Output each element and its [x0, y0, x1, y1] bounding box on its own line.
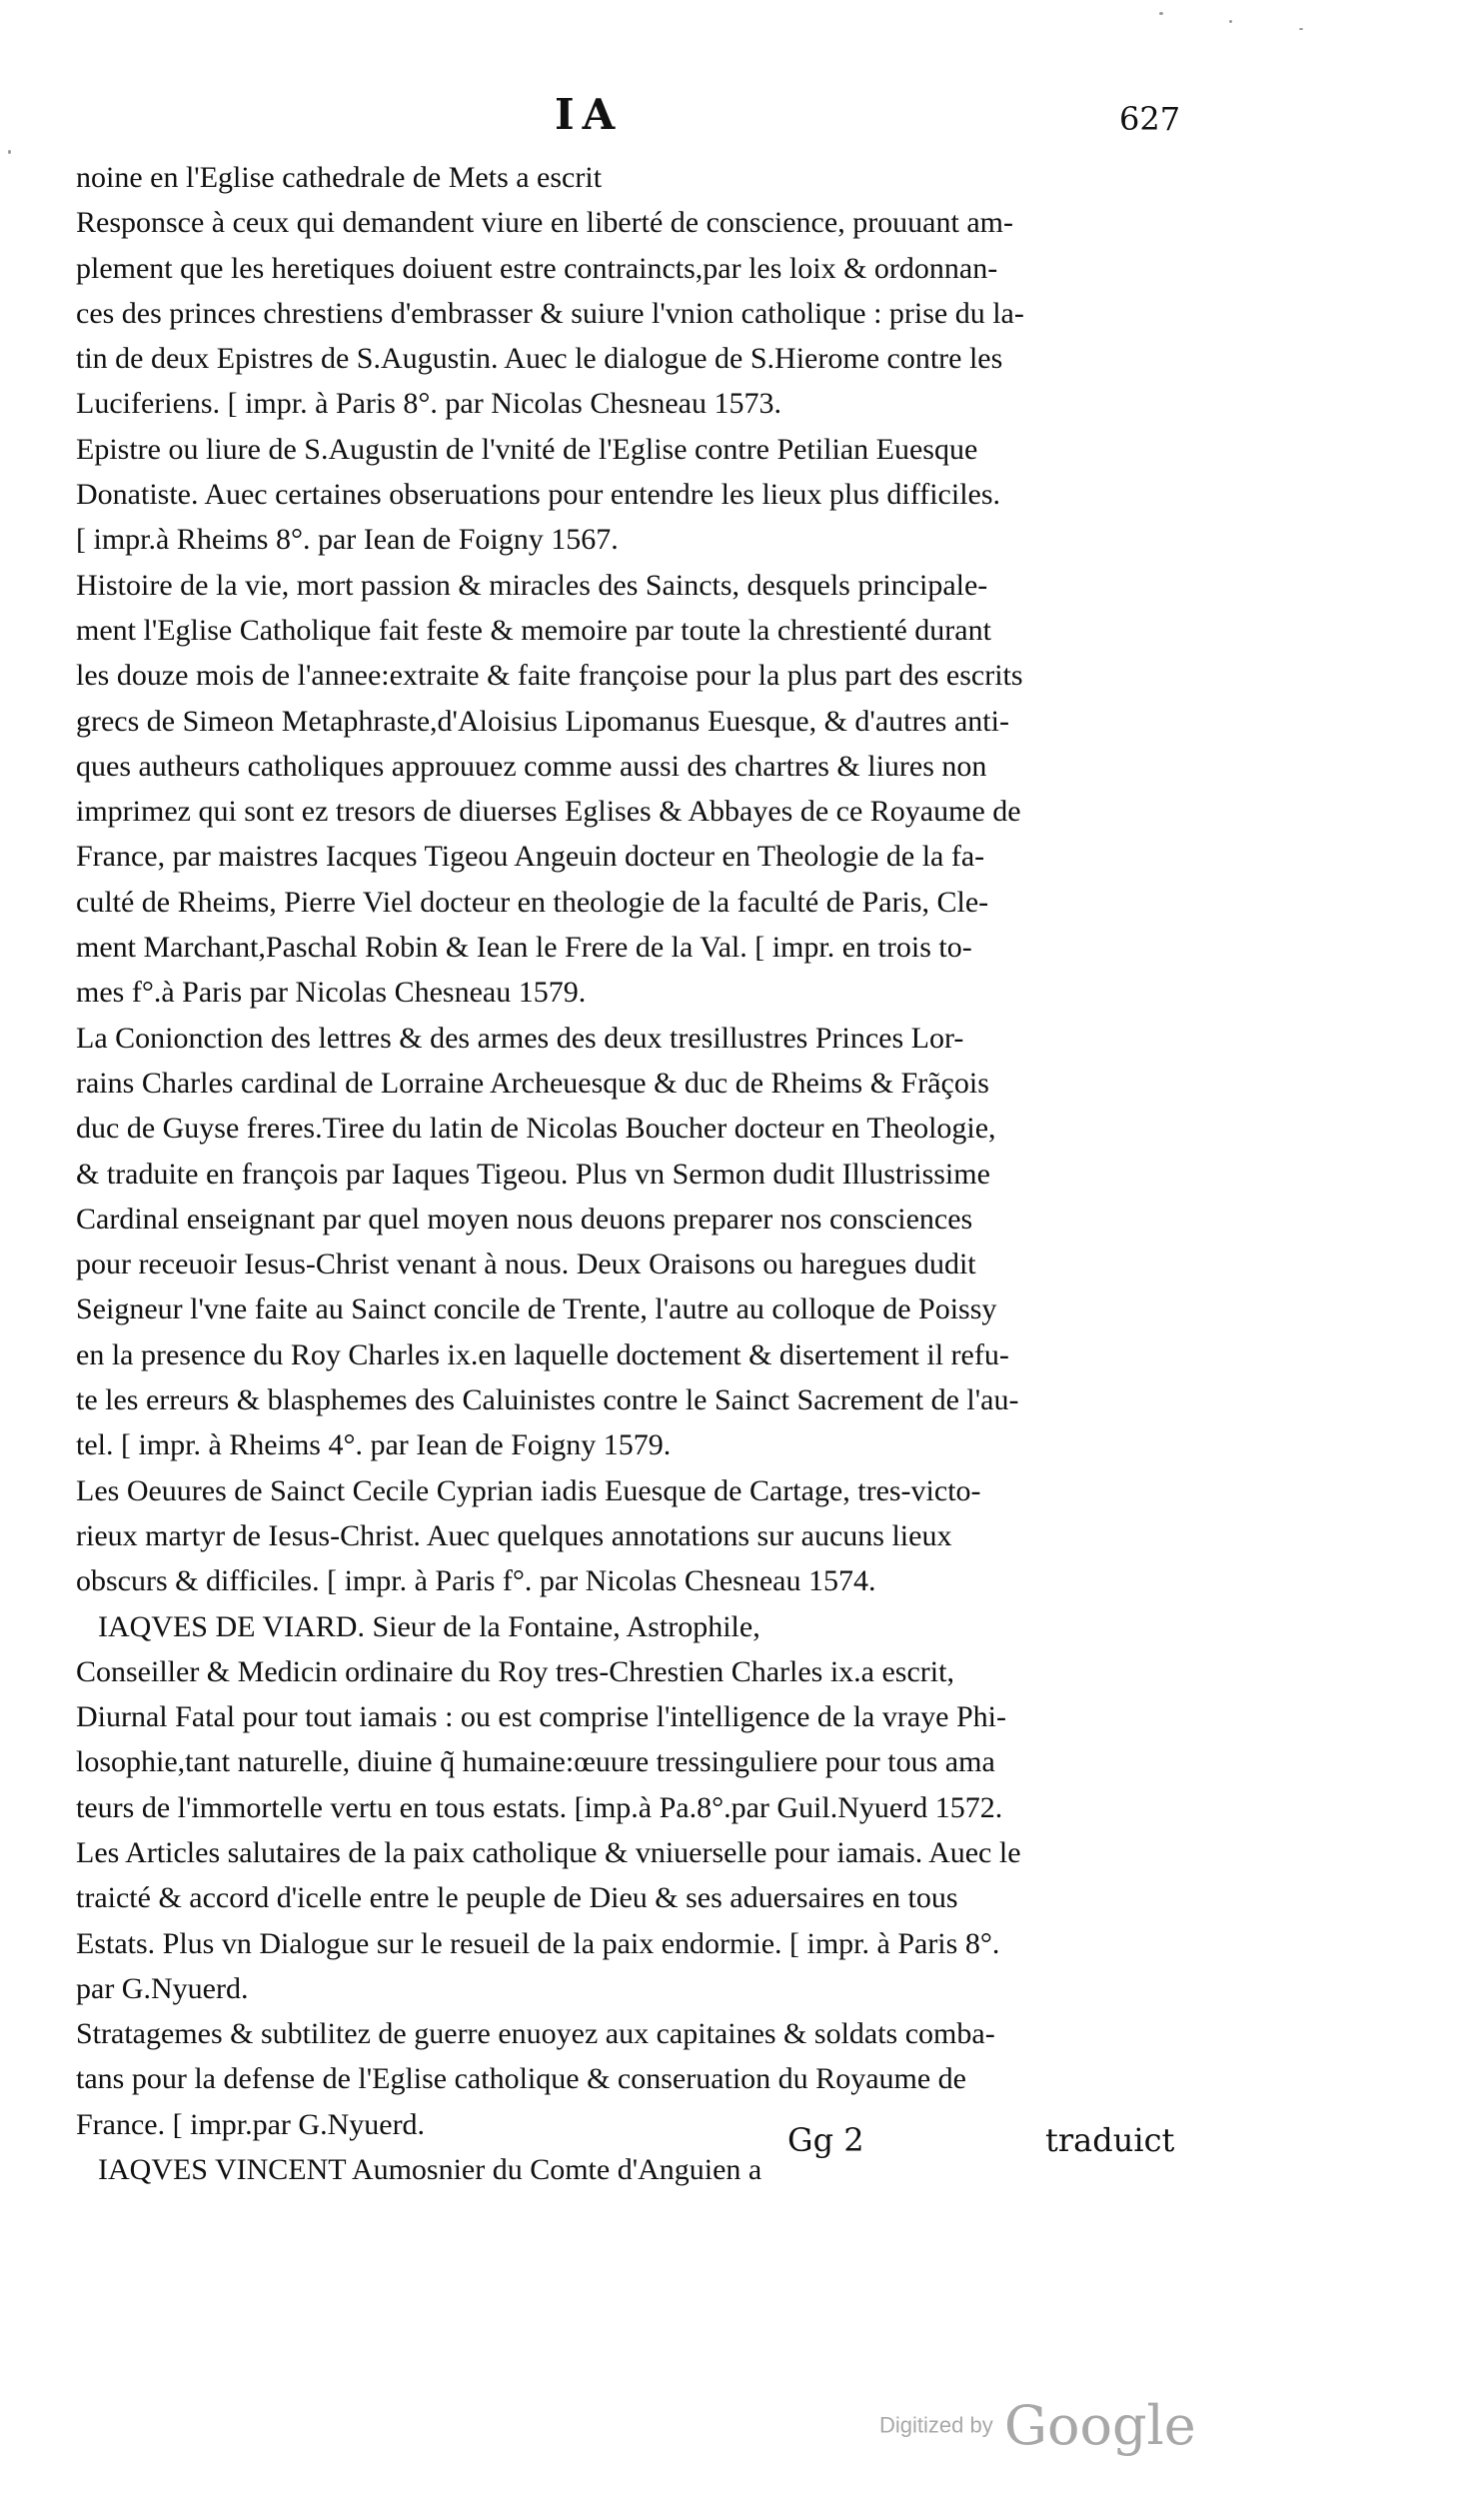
text-line: Conseiller & Medicin ordinaire du Roy tres-Chrestien Charles ix.a escrit, [76, 1654, 954, 1688]
text-line: Les Oeuures de Sainct Cecile Cyprian iadis Euesque de Cartage, tres-victo- [76, 1473, 981, 1507]
text-line: rains Charles cardinal de Lorraine Archeuesque & duc de Rheims & Frãçois [76, 1066, 989, 1100]
text-line: ques autheurs catholiques approuuez comme aussi des chartres & liures non [76, 749, 987, 783]
text-line: grecs de Simeon Metaphraste,d'Aloisius Lipomanus Euesque, & d'autres anti- [76, 704, 1009, 738]
text-line: traicté & accord d'icelle entre le peuple de Dieu & ses aduersaires en tous [76, 1881, 958, 1915]
text-line: pour receuoir Iesus-Christ venant à nous. Deux Oraisons ou haregues dudit [76, 1248, 976, 1281]
page-header [0, 90, 1484, 150]
text-line: tans pour la defense de l'Eglise catholique & conseruation du Royaume de [76, 2062, 966, 2096]
text-line: Responsce à ceux qui demandent viure en liberté de conscience, prouuant am- [76, 206, 1013, 240]
text-line: [ impr.à Rheims 8°. par Iean de Foigny 1567. [76, 523, 619, 557]
ink-speck [1229, 20, 1232, 23]
text-line: tel. [ impr. à Rheims 4°. par Iean de Foigny 1579. [76, 1428, 672, 1462]
text-line: Les Articles salutaires de la paix catholique & vniuerselle pour iamais. Auec le [76, 1835, 1021, 1869]
text-line: les douze mois de l'annee:extraite & faite françoise pour la plus part des escrits [76, 659, 1023, 693]
catchword: traduict [1045, 2121, 1175, 2159]
signature-mark: Gg 2 [787, 2121, 864, 2159]
watermark-prefix: Digitized by [879, 2412, 993, 2438]
text-line: France, par maistres Iacques Tigeou Angeuin docteur en Theologie de la fa- [76, 840, 985, 874]
text-line: imprimez qui sont ez tresors de diuerses Eglises & Abbayes de ce Royaume de [76, 795, 1021, 829]
text-line: Seigneur l'vne faite au Sainct concile de Trente, l'autre au colloque de Poissy [76, 1292, 997, 1326]
running-head: IA [555, 90, 624, 139]
text-line: duc de Guyse freres.Tiree du latin de Nicolas Boucher docteur en Theologie, [76, 1112, 996, 1146]
text-line: Epistre ou liure de S.Augustin de l'vnité de l'Eglise contre Petilian Euesque [76, 432, 978, 466]
text-line: Diurnal Fatal pour tout iamais : ou est comprise l'intelligence de la vraye Phi- [76, 1700, 1006, 1734]
text-line: Estats. Plus vn Dialogue sur le resueil de la paix endormie. [ impr. à Paris 8°. [76, 1926, 1000, 1960]
text-line: Stratagemes & subtilitez de guerre enuoyez aux capitaines & soldats comba- [76, 2017, 995, 2051]
text-line: Luciferiens. [ impr. à Paris 8°. par Nicolas Chesneau 1573. [76, 387, 781, 421]
text-line: rieux martyr de Iesus-Christ. Auec quelques annotations sur aucuns lieux [76, 1518, 952, 1552]
text-line: noine en l'Eglise cathedrale de Mets a escrit [76, 161, 603, 194]
google-logo: Google [1003, 2394, 1196, 2457]
body-text [76, 155, 1185, 2192]
text-line: ment l'Eglise Catholique fait feste & memoire par toute la chrestienté durant [76, 613, 991, 647]
text-line: te les erreurs & blasphemes des Caluinistes contre le Sainct Sacrement de l'au- [76, 1383, 1019, 1417]
page-number: 627 [1119, 100, 1181, 138]
text-line: & traduite en françois par Iaques Tigeou. Plus vn Sermon dudit Illustrissime [76, 1157, 990, 1191]
text-line: par G.Nyuerd. [76, 1971, 249, 2005]
text-line: culté de Rheims, Pierre Viel docteur en theologie de la faculté de Paris, Cle- [76, 885, 989, 919]
text-line: Histoire de la vie, mort passion & miracles des Saincts, desquels principale- [76, 568, 988, 602]
google-watermark [879, 2394, 1196, 2457]
text-line: obscurs & difficiles. [ impr. à Paris f°. par Nicolas Chesneau 1574. [76, 1564, 876, 1598]
text-line: en la presence du Roy Charles ix.en laquelle doctement & disertement il refu- [76, 1337, 1009, 1371]
text-line: tin de deux Epistres de S.Augustin. Auec le dialogue de S.Hierome contre les [76, 342, 1003, 376]
text-line: La Conionction des lettres & des armes des deux tresillustres Princes Lor- [76, 1021, 964, 1055]
author-heading: IAQVES VINCENT Aumosnier du Comte d'Anguien a [98, 2153, 762, 2187]
text-line: ces des princes chrestiens d'embrasser & suiure l'vnion catholique : prise du la- [76, 296, 1024, 330]
text-line: ment Marchant,Paschal Robin & Iean le Frere de la Val. [ impr. en trois to- [76, 931, 972, 965]
text-line: Donatiste. Auec certaines obseruations pour entendre les lieux plus difficiles. [76, 478, 1001, 512]
text-line: France. [ impr.par G.Nyuerd. [76, 2107, 426, 2141]
ink-speck [1299, 28, 1303, 30]
text-line: losophie,tant naturelle, diuine q̃ humaine:œuure tressinguliere pour tous ama [76, 1745, 995, 1779]
author-heading: IAQVES DE VIARD. Sieur de la Fontaine, Astrophile, [98, 1609, 760, 1643]
text-line: mes f°.à Paris par Nicolas Chesneau 1579. [76, 976, 587, 1010]
ink-speck [1159, 12, 1163, 15]
text-line: plement que les heretiques doiuent estre contraincts,par les loix & ordonnan- [76, 251, 998, 285]
ink-speck [8, 150, 11, 154]
text-line: teurs de l'immortelle vertu en tous estats. [imp.à Pa.8°.par Guil.Nyuerd 1572. [76, 1790, 1003, 1824]
text-line: Cardinal enseignant par quel moyen nous deuons preparer nos consciences [76, 1202, 973, 1236]
